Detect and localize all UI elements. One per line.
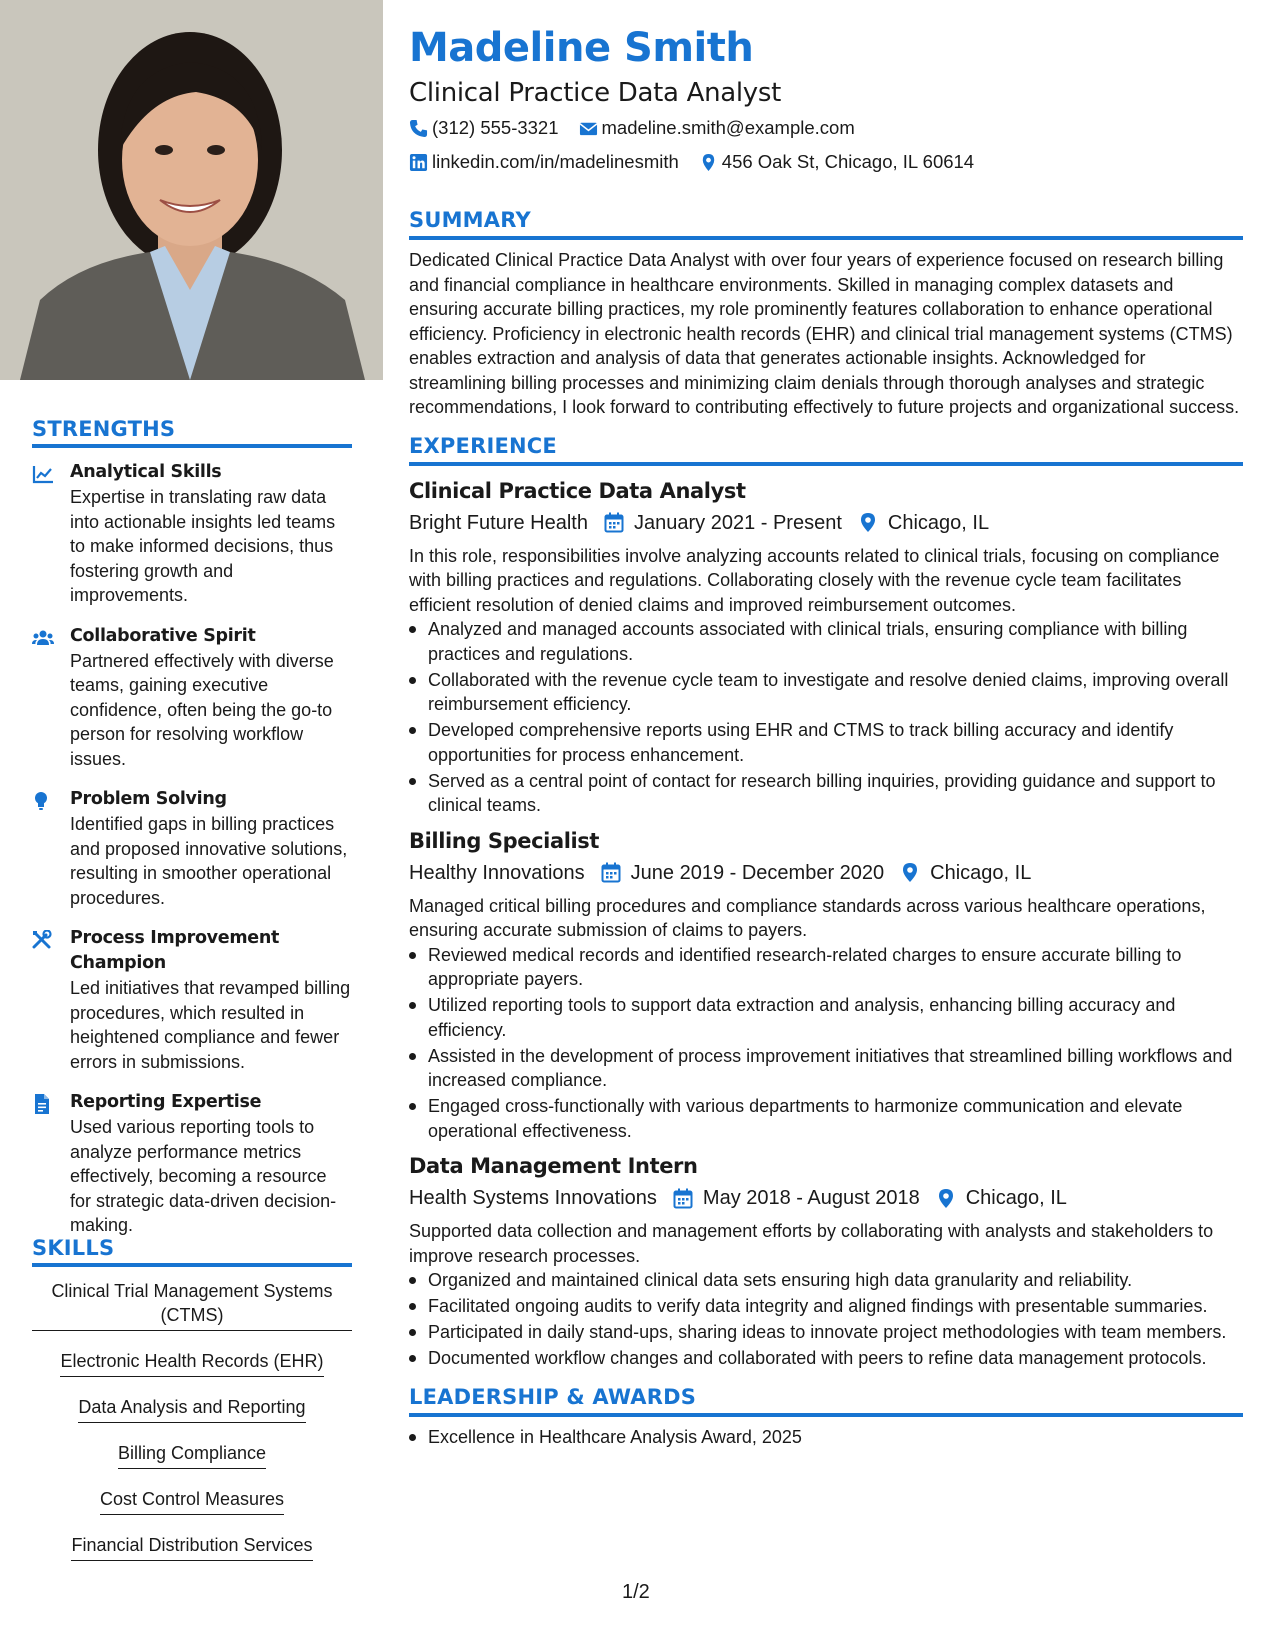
summary-section	[409, 204, 1243, 420]
strength-item	[32, 787, 352, 910]
page-number: 1/2	[622, 1581, 650, 1603]
job-dates: January 2021 - Present	[633, 511, 842, 534]
main-content	[409, 20, 1243, 1451]
strengths-heading: STRENGTHS	[32, 417, 176, 441]
skill-item	[32, 1441, 352, 1469]
strength-item	[32, 460, 352, 608]
skill-label: Financial Distribution Services	[71, 1533, 312, 1561]
list-item: Engaged cross-functionally with various departments to harmonize communication and elevate operational effectiveness.	[409, 1094, 1243, 1143]
strength-title: Collaborative Spirit	[70, 625, 256, 646]
job-bullets	[409, 617, 1243, 818]
job-entry	[409, 1149, 1243, 1371]
phone-number: (312) 555-3321	[432, 117, 559, 138]
list-item: Reviewed medical records and identified research-related charges to ensure accurate billing to appropriate payers.	[409, 943, 1243, 992]
job-title: Clinical Practice Data Analyst	[409, 478, 746, 503]
skills-section	[32, 1233, 352, 1579]
job-location: Chicago, IL	[887, 511, 990, 534]
skill-label: Data Analysis and Reporting	[78, 1395, 305, 1423]
awards-list	[409, 1425, 1243, 1450]
job-entry	[409, 824, 1243, 1144]
linkedin-contact[interactable]	[409, 146, 679, 178]
skill-label: Cost Control Measures	[100, 1487, 284, 1515]
section-divider	[409, 236, 1243, 240]
skill-item	[32, 1395, 352, 1423]
strength-description: Partnered effectively with diverse teams, gaining executive confidence, often being the go-to person for resolving workflow issues.	[70, 650, 334, 769]
list-item: Developed comprehensive reports using EHR and CTMS to track billing accuracy and identify opportunities for process enhancement.	[409, 718, 1243, 767]
contact-row	[409, 112, 1243, 144]
skill-label: Billing Compliance	[118, 1441, 266, 1469]
job-location: Chicago, IL	[965, 1187, 1067, 1209]
job-dates: May 2018 - August 2018	[702, 1187, 920, 1209]
email-contact[interactable]	[579, 112, 855, 144]
skill-label: Electronic Health Records (EHR)	[60, 1349, 323, 1377]
strength-description: Identified gaps in billing practices and proposed innovative solutions, resulting in smoother operational procedures.	[70, 814, 348, 908]
calendar-icon	[673, 1188, 693, 1209]
contact-row	[409, 146, 1243, 178]
list-item: Analyzed and managed accounts associated with clinical trials, ensuring compliance with billing practices and regulations.	[409, 617, 1243, 666]
list-item: Documented workflow changes and collaborated with peers to refine data management protocols.	[409, 1346, 1243, 1371]
tools-icon	[32, 926, 70, 1074]
phone-icon	[409, 119, 428, 138]
experience-heading: EXPERIENCE	[409, 433, 557, 458]
company-name: Bright Future Health	[409, 511, 588, 534]
street-address: 456 Oak St, Chicago, IL 60614	[721, 151, 975, 172]
strengths-section	[32, 414, 352, 1254]
list-item: Excellence in Healthcare Analysis Award, 2025	[409, 1425, 1243, 1450]
map-pin-icon	[900, 862, 920, 883]
strength-item	[32, 624, 352, 772]
experience-section	[409, 430, 1243, 1371]
list-item: Organized and maintained clinical data sets ensuring high data granularity and reliability.	[409, 1268, 1243, 1293]
job-entry	[409, 474, 1243, 818]
document-icon	[32, 1090, 70, 1238]
job-meta	[409, 858, 1243, 888]
candidate-title: Clinical Practice Data Analyst	[409, 78, 782, 108]
list-item: Facilitated ongoing audits to verify data integrity and aligned findings with presentable summaries.	[409, 1294, 1243, 1319]
strength-title: Reporting Expertise	[70, 1092, 262, 1112]
job-bullets	[409, 943, 1243, 1144]
job-location: Chicago, IL	[930, 861, 1032, 884]
list-item: Served as a central point of contact for research billing inquiries, providing guidance and support to clinical teams.	[409, 769, 1243, 818]
list-item: Utilized reporting tools to support data extraction and analysis, enhancing billing accuracy and efficiency.	[409, 993, 1243, 1042]
map-pin-icon	[936, 1188, 956, 1209]
skill-item	[32, 1279, 352, 1331]
lightbulb-icon	[32, 787, 70, 910]
job-bullets	[409, 1268, 1243, 1371]
job-title: Data Management Intern	[409, 1154, 698, 1178]
job-dates: June 2019 - December 2020	[630, 861, 885, 884]
strength-title: Process Improvement Champion	[70, 928, 280, 973]
job-description: In this role, responsibilities involve analyzing accounts related to clinical trials, focusing on compliance with billing practices and regulations. Collaborating closely with the revenue cycle team facilitates efficient resolution of denied claims and improved reimbursement outcomes.	[409, 545, 1220, 615]
skills-heading: SKILLS	[32, 1236, 115, 1260]
job-meta	[409, 1183, 1243, 1213]
envelope-icon	[579, 119, 598, 138]
company-name: Healthy Innovations	[409, 861, 585, 884]
sidebar	[0, 0, 383, 1650]
skill-item	[32, 1487, 352, 1515]
candidate-name: Madeline Smith	[409, 25, 754, 71]
list-item: Participated in daily stand-ups, sharing ideas to innovate project methodologies with team members.	[409, 1320, 1243, 1345]
list-item: Collaborated with the revenue cycle team to investigate and resolve denied claims, improving overall reimbursement efficiency.	[409, 668, 1243, 717]
job-description: Supported data collection and management efforts by collaborating with analysts and stakeholders to improve research processes.	[409, 1221, 1214, 1266]
leadership-section	[409, 1381, 1243, 1450]
chart-line-icon	[32, 460, 70, 608]
job-title: Billing Specialist	[409, 828, 600, 853]
section-divider	[409, 462, 1243, 466]
skill-item	[32, 1533, 352, 1561]
strength-title: Analytical Skills	[70, 462, 222, 482]
users-icon	[32, 624, 70, 772]
strength-description: Led initiatives that revamped billing procedures, which resulted in heightened compliance and fewer errors in submissions.	[70, 978, 351, 1072]
job-description: Managed critical billing procedures and compliance standards across various healthcare operations, ensuring accurate submission of claims to payers.	[409, 895, 1206, 940]
calendar-icon	[604, 512, 624, 533]
address-contact	[699, 146, 974, 178]
strength-title: Problem Solving	[70, 789, 227, 809]
skill-label: Clinical Trial Management Systems (CTMS)	[32, 1279, 352, 1331]
strength-item	[32, 926, 352, 1074]
section-divider	[32, 444, 352, 448]
email-address: madeline.smith@example.com	[601, 117, 855, 138]
strength-description: Used various reporting tools to analyze performance metrics effectively, becoming a resource for strategic data-driven decision-making.	[70, 1117, 337, 1235]
leadership-heading: LEADERSHIP & AWARDS	[409, 1384, 697, 1409]
phone-contact[interactable]	[409, 112, 559, 144]
summary-text: Dedicated Clinical Practice Data Analyst with over four years of experience focused on research billing and financial compliance in healthcare environments. Skilled in managing complex datasets and ensuring accurate billing practices, my role prominently features collaboration to enhance operational efficiency. Proficiency in electronic health records (EHR) and clinical trial management systems (CTMS) enables extraction and analysis of data that generates actionable insights. Acknowledged for streamlining billing processes and minimizing claim denials through thorough analyses and strategic recommendations, I look forward to contributing effectively to future projects and organizational success.	[409, 250, 1240, 417]
map-pin-icon	[699, 153, 718, 172]
section-divider	[32, 1263, 352, 1267]
list-item: Assisted in the development of process improvement initiatives that streamlined billing workflows and increased compliance.	[409, 1044, 1243, 1093]
job-meta	[409, 508, 1243, 538]
section-divider	[409, 1413, 1243, 1417]
strength-item	[32, 1090, 352, 1238]
calendar-icon	[601, 862, 621, 883]
linkedin-icon	[409, 153, 428, 172]
company-name: Health Systems Innovations	[409, 1187, 657, 1209]
map-pin-icon	[858, 512, 878, 533]
skill-item	[32, 1349, 352, 1377]
strength-description: Expertise in translating raw data into actionable insights led teams to make informed decisions, thus fostering growth and improvements.	[70, 487, 336, 605]
profile-photo	[0, 0, 383, 380]
linkedin-url: linkedin.com/in/madelinesmith	[432, 151, 679, 172]
summary-heading: SUMMARY	[409, 208, 531, 232]
